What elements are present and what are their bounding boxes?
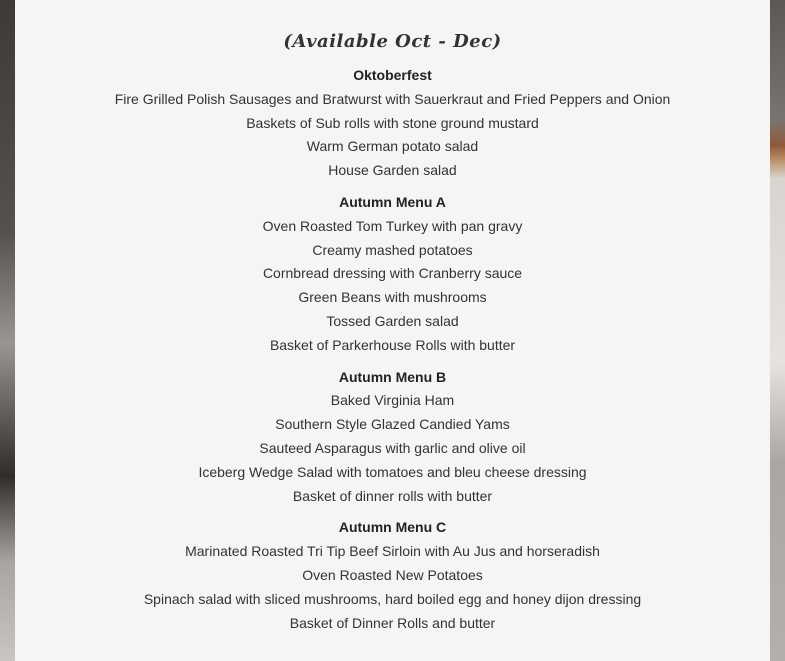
menu-item: Iceberg Wedge Salad with tomatoes and bleu cheese dressing bbox=[198, 463, 587, 480]
menu-item: Sauteed Asparagus with garlic and olive oil bbox=[259, 439, 526, 456]
menu-item: House Garden salad bbox=[328, 162, 457, 179]
section-title: Oktoberfest bbox=[353, 67, 432, 83]
menu-item: Fire Grilled Polish Sausages and Bratwurst with Sauerkraut and Fried Peppers and Onion bbox=[114, 90, 671, 107]
menu-item: Oven Roasted New Potatoes bbox=[302, 566, 483, 583]
menu-item: Spinach salad with sliced mushrooms, hard boiled egg and honey dijon dressing bbox=[143, 590, 642, 607]
menu-sections bbox=[15, 64, 770, 635]
menu-item: Warm German potato salad bbox=[306, 138, 479, 155]
menu-section-autumn-c bbox=[15, 516, 770, 635]
background-photo-right bbox=[770, 0, 785, 661]
menu-item: Baked Virginia Ham bbox=[330, 392, 455, 409]
menu-item: Basket of Parkerhouse Rolls with butter bbox=[269, 336, 516, 353]
availability-subtitle: (Available Oct - Dec) bbox=[283, 31, 502, 52]
section-title: Autumn Menu A bbox=[339, 193, 446, 210]
menu-section-autumn-a bbox=[15, 191, 770, 358]
menu-item: Creamy mashed potatoes bbox=[312, 241, 473, 258]
menu-item: Green Beans with mushrooms bbox=[298, 289, 487, 306]
menu-item: Marinated Roasted Tri Tip Beef Sirloin with Au Jus and horseradish bbox=[185, 543, 600, 560]
menu-item: Baskets of Sub rolls with stone ground mustard bbox=[246, 114, 539, 131]
menu-item: Oven Roasted Tom Turkey with pan gravy bbox=[262, 217, 523, 234]
section-title: Autumn Menu C bbox=[338, 519, 447, 536]
menu-item: Basket of Dinner Rolls and butter bbox=[289, 614, 496, 631]
menu-section-autumn-b bbox=[15, 366, 770, 509]
menu-item: Cornbread dressing with Cranberry sauce bbox=[262, 265, 523, 282]
background-photo-left bbox=[0, 0, 15, 661]
menu-panel bbox=[15, 0, 770, 661]
menu-item: Southern Style Glazed Candied Yams bbox=[275, 416, 510, 433]
menu-item: Tossed Garden salad bbox=[326, 312, 459, 329]
menu-section-oktoberfest bbox=[15, 64, 770, 183]
menu-item: Basket of dinner rolls with butter bbox=[292, 487, 493, 504]
section-title: Autumn Menu B bbox=[338, 368, 447, 385]
